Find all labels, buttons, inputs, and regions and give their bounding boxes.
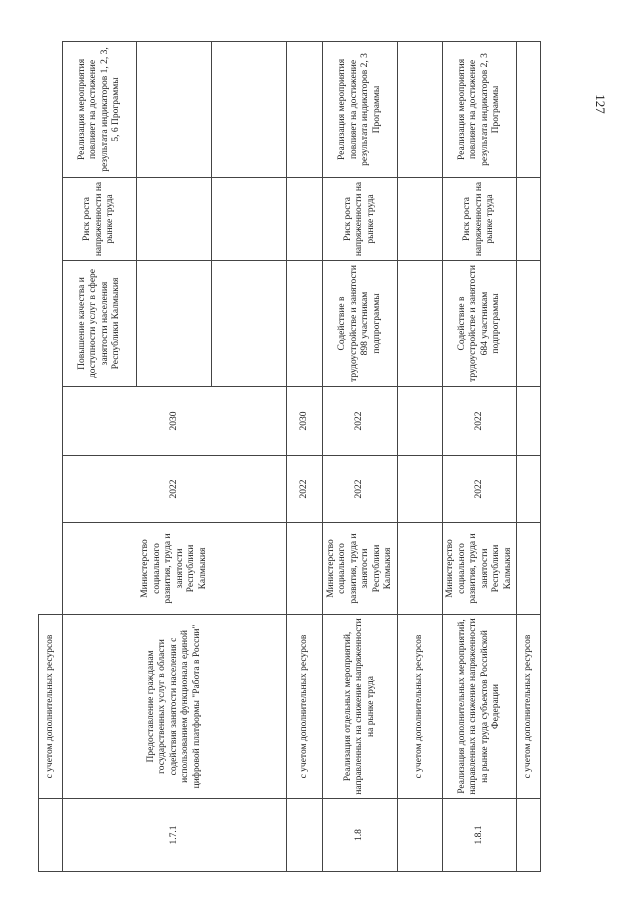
table-row: [63, 41, 137, 871]
indicator-link: [398, 41, 443, 177]
end-year: 2030: [287, 387, 323, 456]
empty-cell: [137, 178, 212, 261]
expected-result: Содействие в трудоустройстве и занятости 898 участникам подпрограммы: [323, 261, 398, 387]
indicator-link: Реализация мероприятия повлияет на достижение результата индикаторов 1, 2, 3, 5, 6 Программы: [63, 41, 137, 177]
empty-cell: [212, 41, 287, 177]
row-number: [287, 799, 323, 872]
empty-cell: [137, 41, 212, 177]
activity-name: Предоставление гражданам государственных услуг в области содействия занятости населения с использованием функционала единой цифровой платформы "Работа в России": [63, 615, 287, 799]
executor: [287, 523, 323, 615]
executor: [517, 523, 541, 615]
table-row: [443, 41, 517, 871]
activity-name: с учетом дополнительных ресурсов: [39, 615, 63, 799]
start-year: 2022: [443, 456, 517, 523]
page-number: 127: [593, 94, 608, 114]
end-year: [517, 387, 541, 456]
start-year: 2022: [63, 456, 287, 523]
expected-result: Содействие в трудоустройстве и занятости 684 участникам подпрограммы: [443, 261, 517, 387]
row-number: [398, 799, 443, 872]
row-number: 1.7.1: [63, 799, 287, 872]
empty-cell: [212, 261, 287, 387]
executor: [398, 523, 443, 615]
risk: Риск роста напряженности на рынке труда: [63, 178, 137, 261]
table-row: [323, 41, 398, 871]
table-row: [517, 41, 541, 871]
indicator-link: [517, 41, 541, 177]
indicator-link: Реализация мероприятия повлияет на достижение результата индикаторов 2, 3 Программы: [323, 41, 398, 177]
expected-result: Повышение качества и доступности услуг в сфере занятости населения Республики Калмыкия: [63, 261, 137, 387]
risk: [517, 178, 541, 261]
row-number: [517, 799, 541, 872]
start-year: [398, 456, 443, 523]
start-year: [517, 456, 541, 523]
activity-name: с учетом дополнительных ресурсов: [398, 615, 443, 799]
executor: Министерство социального развития, труда и занятости Республики Калмыкия: [323, 523, 398, 615]
indicator-link: [287, 41, 323, 177]
table-row: [398, 41, 443, 871]
end-year: 2030: [63, 387, 287, 456]
activities-table: [38, 41, 541, 872]
activity-name: с учетом дополнительных ресурсов: [287, 615, 323, 799]
row-number: [39, 799, 63, 872]
start-year: 2022: [323, 456, 398, 523]
executor: Министерство социального развития, труда и занятости Республики Калмыкия: [63, 523, 287, 615]
indicator-link: Реализация мероприятия повлияет на достижение результата индикаторов 2, 3 Программы: [443, 41, 517, 177]
end-year: [398, 387, 443, 456]
empty-cell: [212, 178, 287, 261]
activity-name: Реализация дополнительных мероприятий, направленных на снижение напряженности на рынке труда субъектов Российской Федерации: [443, 615, 517, 799]
expected-result: [287, 261, 323, 387]
end-year: 2022: [323, 387, 398, 456]
row-number: 1.8.1: [443, 799, 517, 872]
start-year: 2022: [287, 456, 323, 523]
activity-name: Реализация отдельных мероприятий, направленных на снижение напряженности на рынке труда: [323, 615, 398, 799]
risk: Риск роста напряженности на рынке труда: [323, 178, 398, 261]
end-year: 2022: [443, 387, 517, 456]
empty-cell: [137, 261, 212, 387]
risk: Риск роста напряженности на рынке труда: [443, 178, 517, 261]
expected-result: [398, 261, 443, 387]
table-row: [39, 41, 63, 871]
row-number: 1.8: [323, 799, 398, 872]
risk: [398, 178, 443, 261]
empty-cell: [39, 41, 63, 614]
executor: Министерство социального развития, труда и занятости Республики Калмыкия: [443, 523, 517, 615]
expected-result: [517, 261, 541, 387]
risk: [287, 178, 323, 261]
activity-name: с учетом дополнительных ресурсов: [517, 615, 541, 799]
rotated-table-container: [38, 42, 533, 872]
table-row: [287, 41, 323, 871]
